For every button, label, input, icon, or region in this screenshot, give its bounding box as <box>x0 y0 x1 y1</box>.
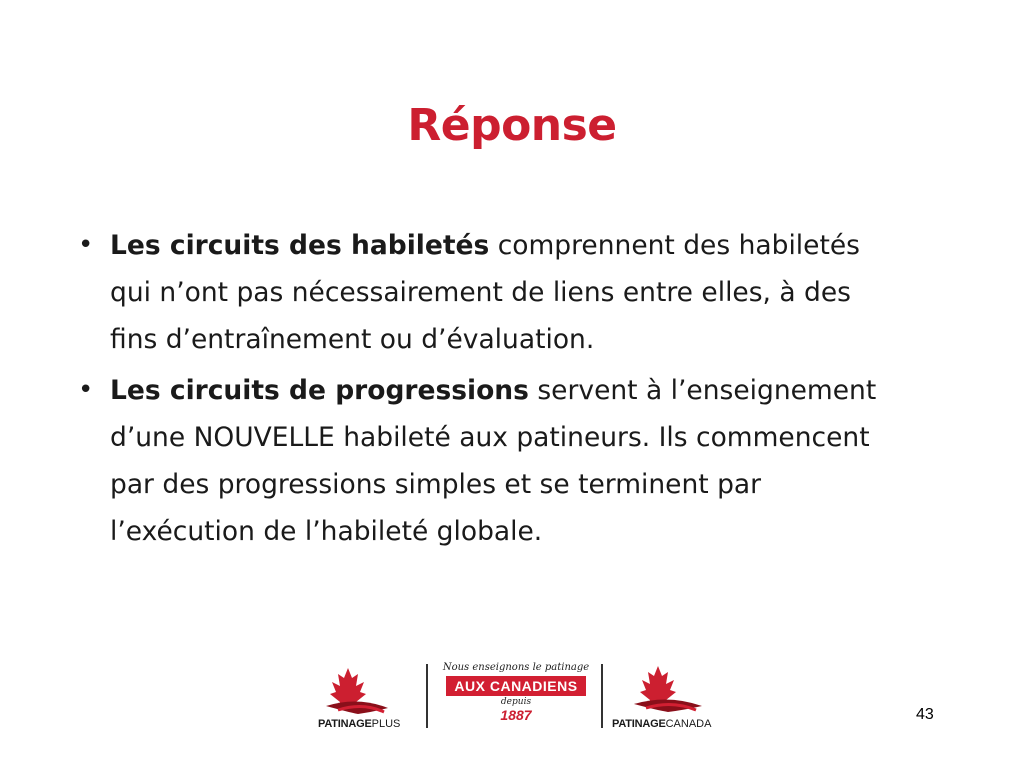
bullet-bold-text: Les circuits des habiletés <box>110 230 490 261</box>
center-logo <box>436 660 596 732</box>
skater-leaf-icon <box>318 662 418 718</box>
logo-since: depuis <box>500 697 532 707</box>
footer-logos <box>0 650 1024 768</box>
logo-year: 1887 <box>500 707 532 723</box>
logo-divider <box>601 664 603 728</box>
bullet-item <box>74 222 894 363</box>
logo-divider <box>426 664 428 728</box>
bullet-item <box>74 367 894 555</box>
bullet-text: comprennent des habiletés qui n’ont pas nécessairement de liens entre elles, à des fins d’entraînement ou d’évaluation. <box>110 230 860 355</box>
bullet-text: servent à l’enseignement d’une NOUVELLE habileté aux patineurs. Ils commencent par des progressions simples et se terminent par l’exécution de l’habileté globale. <box>110 375 877 547</box>
skater-leaf-icon <box>612 660 740 718</box>
bullet-bold-text: Les circuits de progressions <box>110 375 529 406</box>
logo-banner: AUX CANADIENS <box>446 676 585 696</box>
patinage-plus-logo <box>318 662 418 730</box>
left-logo-wordmark: PATINAGEPLUS <box>318 718 401 730</box>
bullet-dot-icon: • <box>78 375 94 405</box>
slide-title: Réponse <box>407 100 617 151</box>
patinage-canada-logo <box>612 660 740 730</box>
page-number: 43 <box>916 706 934 723</box>
logo-tagline: Nous enseignons le patinage <box>442 662 590 673</box>
bullet-dot-icon: • <box>78 230 94 260</box>
bullet-list <box>74 222 894 559</box>
right-logo-wordmark: PATINAGECANADA <box>612 718 712 730</box>
